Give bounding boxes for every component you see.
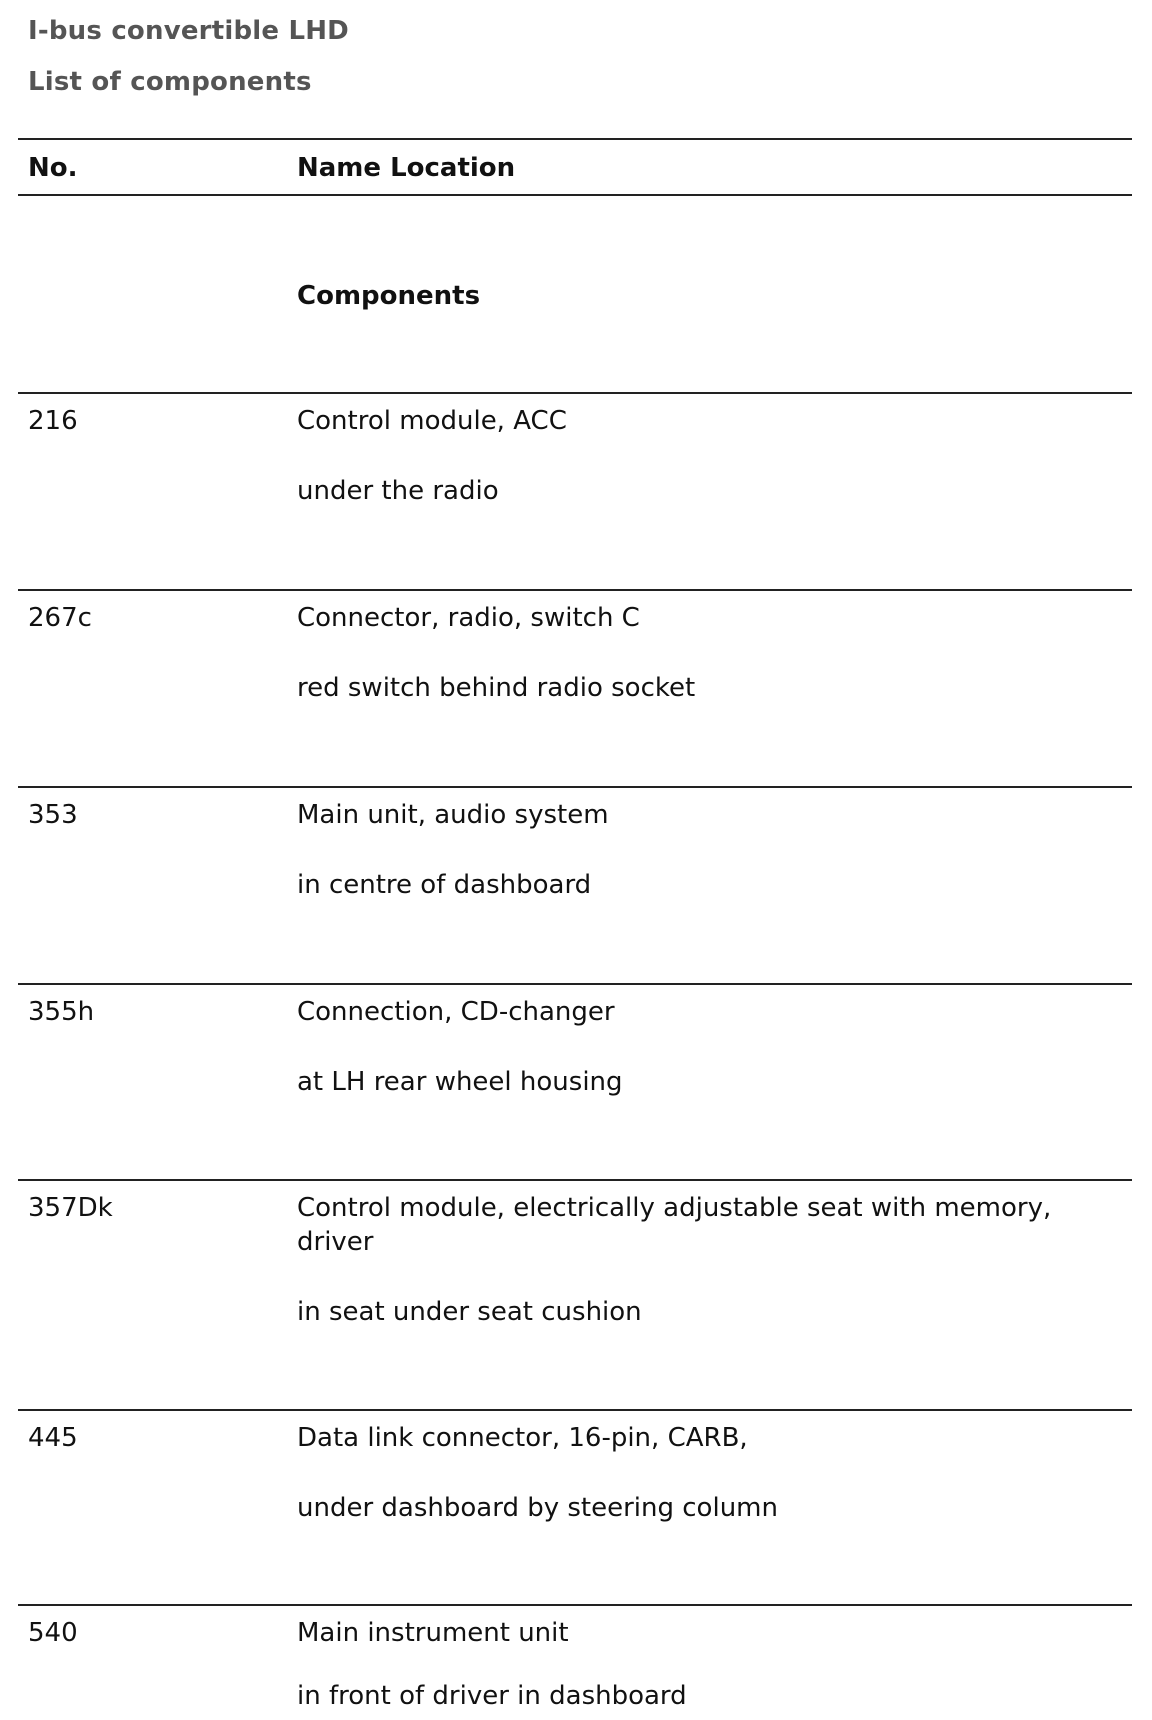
component-location: in front of driver in dashboard	[297, 1681, 687, 1711]
document-subtitle: List of components	[28, 67, 312, 97]
component-number: 540	[28, 1618, 78, 1648]
component-location: in seat under seat cushion	[297, 1297, 642, 1327]
row-divider	[18, 1179, 1132, 1181]
component-number: 357Dk	[28, 1193, 113, 1223]
component-number: 445	[28, 1423, 78, 1453]
table-top-rule	[18, 138, 1132, 140]
column-header-name-location: Name Location	[297, 153, 516, 183]
row-divider	[18, 1409, 1132, 1411]
component-name: Main unit, audio system	[297, 800, 609, 830]
component-name: Control module, ACC	[297, 406, 567, 436]
row-divider	[18, 392, 1132, 394]
component-number: 353	[28, 800, 78, 830]
row-divider	[18, 589, 1132, 591]
component-number: 267c	[28, 603, 92, 633]
section-heading: Components	[297, 281, 481, 311]
row-divider	[18, 786, 1132, 788]
component-name: Control module, electrically adjustable seat with memory, driver	[297, 1193, 1052, 1257]
row-divider	[18, 983, 1132, 985]
document-title: I-bus convertible LHD	[28, 16, 349, 46]
component-location: in centre of dashboard	[297, 870, 592, 900]
component-location: at LH rear wheel housing	[297, 1067, 623, 1097]
component-location: under dashboard by steering column	[297, 1493, 778, 1523]
component-location: under the radio	[297, 476, 499, 506]
component-number: 216	[28, 406, 78, 436]
table-header-rule	[18, 194, 1132, 196]
component-number: 355h	[28, 997, 95, 1027]
row-divider	[18, 1604, 1132, 1606]
component-name: Main instrument unit	[297, 1618, 569, 1648]
component-location: red switch behind radio socket	[297, 673, 696, 703]
component-name: Connector, radio, switch C	[297, 603, 640, 633]
component-name: Connection, CD-changer	[297, 997, 615, 1027]
component-name: Data link connector, 16-pin, CARB,	[297, 1423, 748, 1453]
column-header-no: No.	[28, 153, 78, 183]
